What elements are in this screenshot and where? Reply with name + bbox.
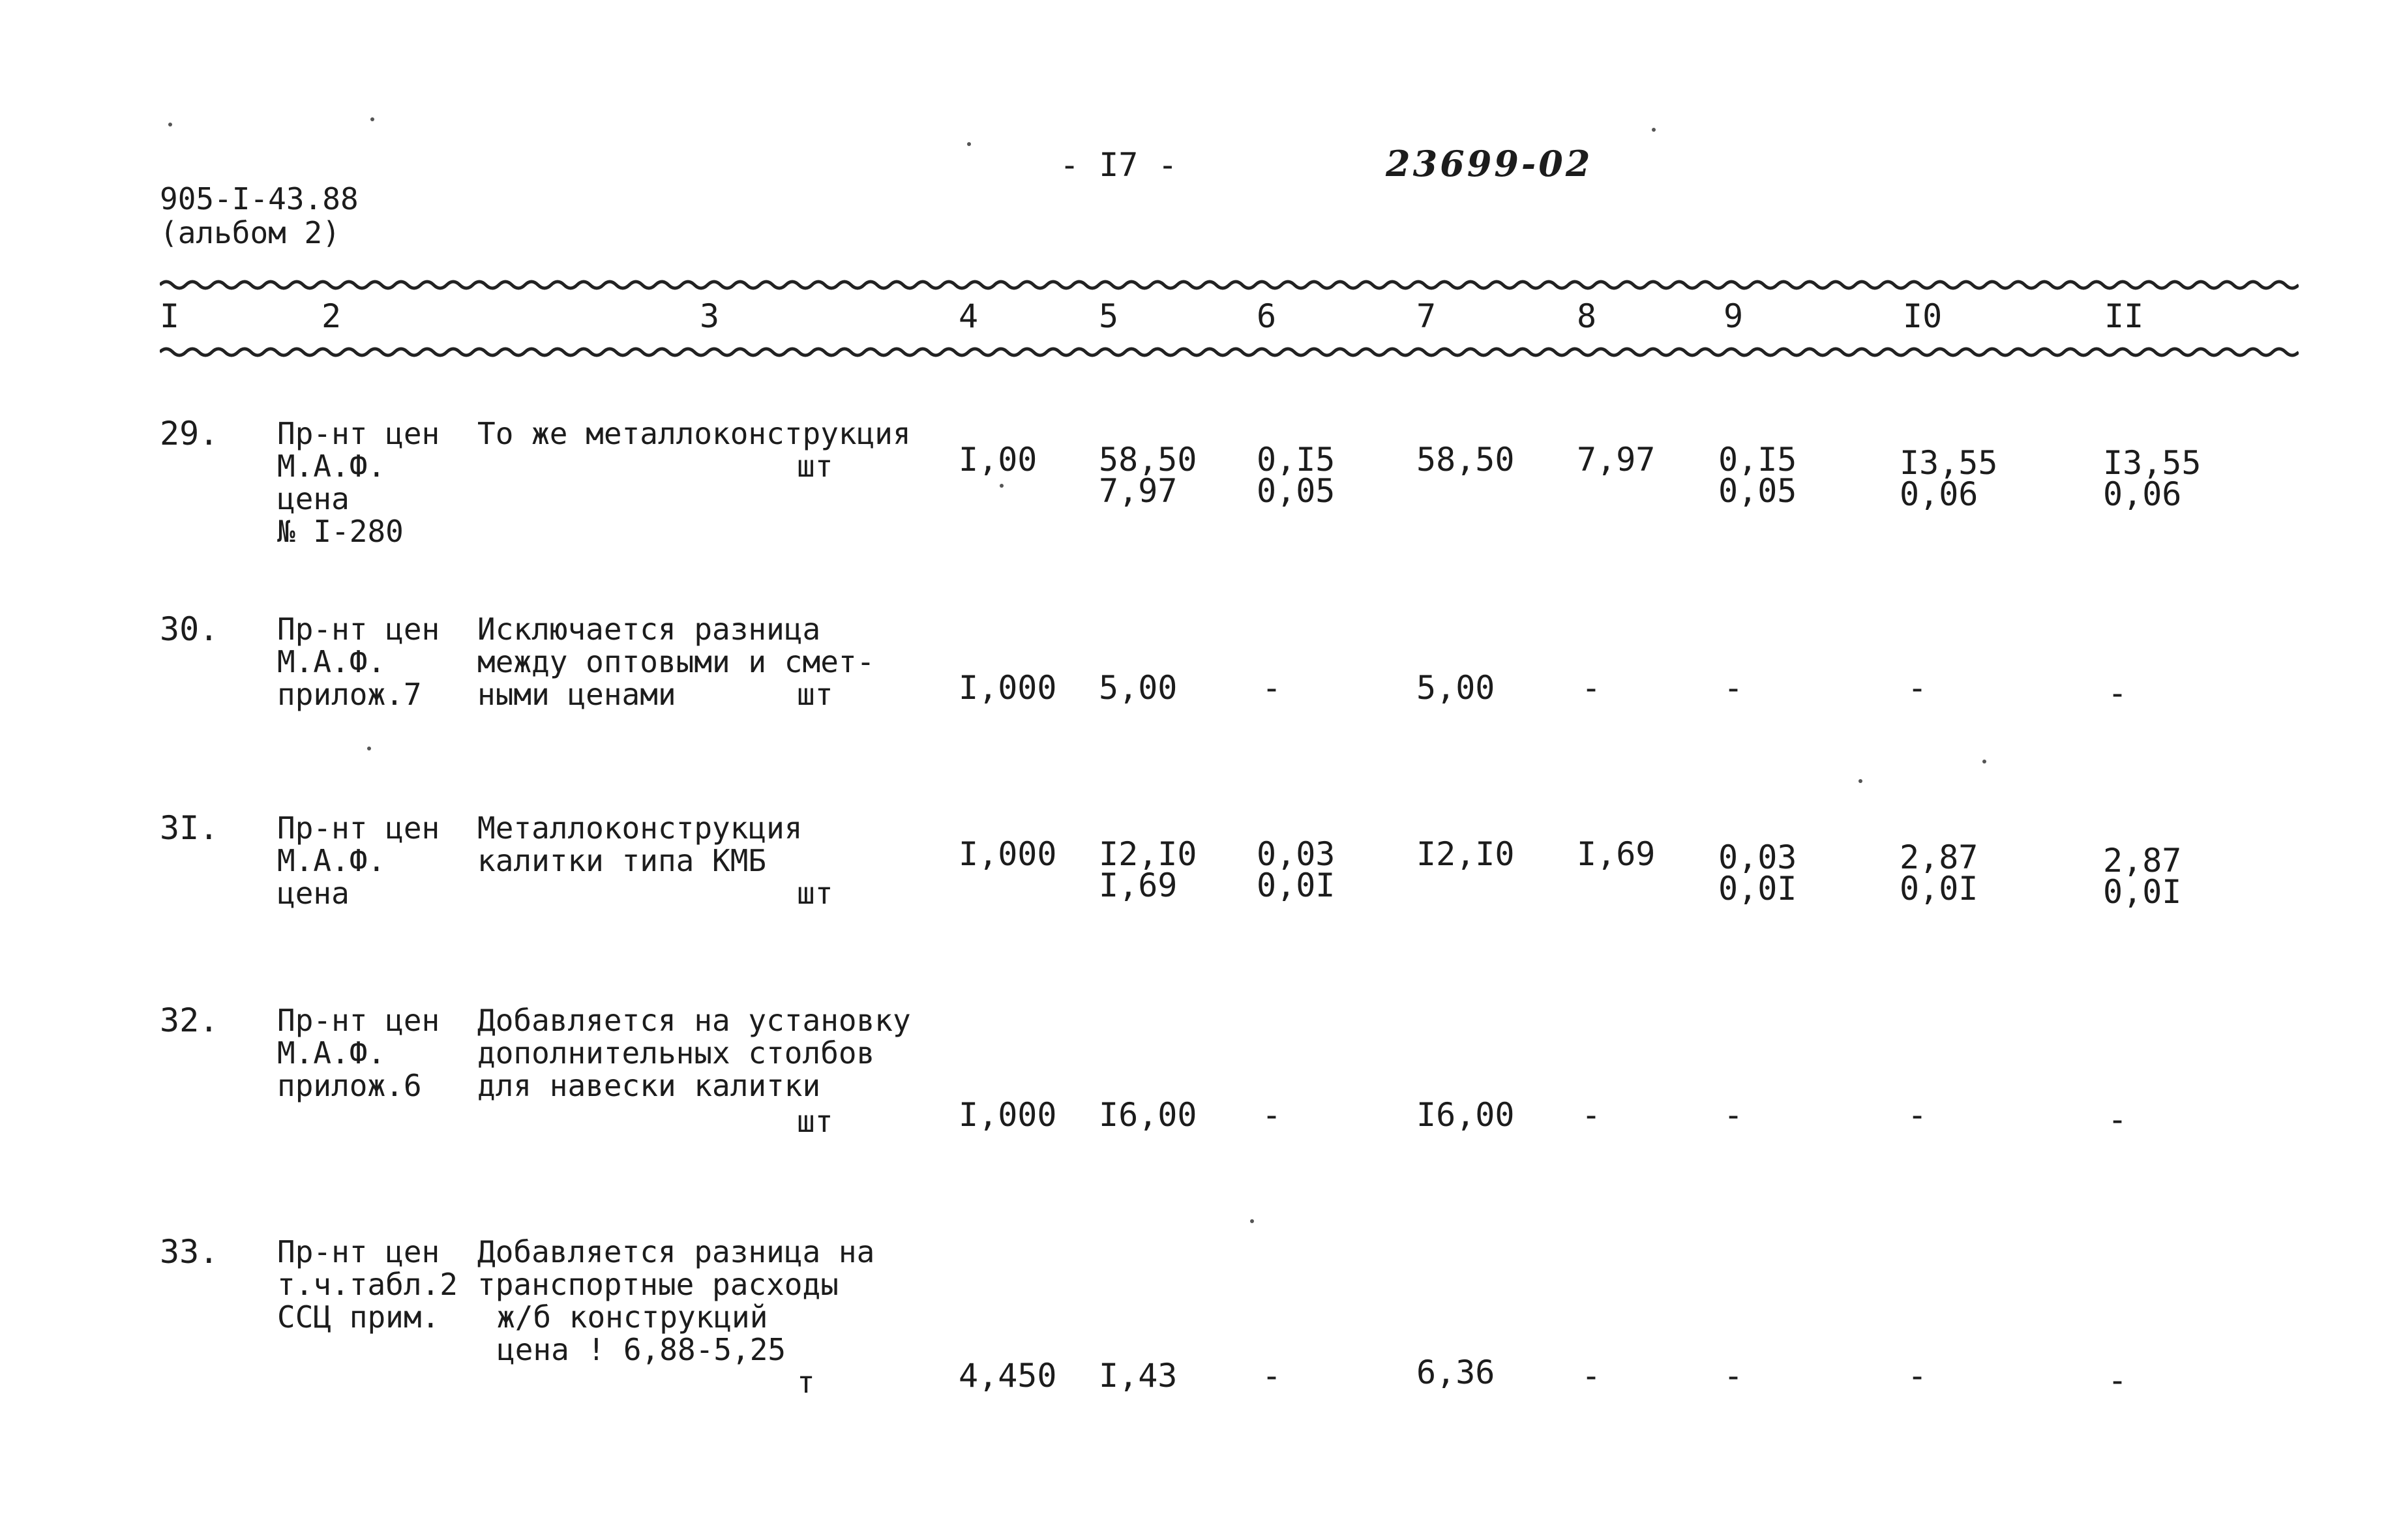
scan-speck	[168, 123, 172, 126]
col10-value: 0,06	[1900, 475, 1978, 513]
quantity: 4,450	[959, 1357, 1057, 1395]
source-line: прилож.7	[277, 677, 422, 712]
col-header-2: 2	[321, 297, 342, 335]
col6-value: 0,03	[1257, 835, 1336, 873]
quantity: I,000	[959, 835, 1057, 873]
col-header-8: 8	[1577, 297, 1597, 335]
source-line: ССЦ прим.	[277, 1299, 440, 1335]
col8-value: -	[1581, 1357, 1602, 1395]
col6-value: 0,05	[1257, 472, 1336, 510]
description-line: дополнительных столбов	[477, 1035, 875, 1071]
col9-value: 0,03	[1718, 838, 1797, 876]
col11-value: 0,06	[2103, 475, 2182, 513]
row-number: 33.	[160, 1233, 219, 1271]
col10-value: 2,87	[1900, 838, 1978, 876]
col6-value: -	[1262, 1096, 1282, 1134]
col10-value: -	[1907, 669, 1928, 707]
doc-code: 905-I-43.88	[160, 181, 359, 216]
source-line: М.А.Ф.	[277, 449, 386, 484]
col11-value: 0,0I	[2103, 873, 2182, 911]
source-line: М.А.Ф.	[277, 843, 386, 878]
description-line: ж/б конструкций	[497, 1299, 768, 1335]
row-number: 30.	[160, 610, 219, 648]
source-line: Пр-нт цен	[277, 416, 440, 451]
album-label: (альбом 2)	[160, 215, 340, 250]
unit: шт	[797, 876, 833, 911]
col8-value: -	[1581, 669, 1602, 707]
col11-value: -	[2108, 1101, 2128, 1138]
description-line: Добавляется разница на	[477, 1234, 875, 1269]
description-line: транспортные расходы	[477, 1267, 839, 1302]
source-line: № I-280	[277, 514, 404, 549]
col-header-10: I0	[1903, 297, 1943, 335]
col9-value: -	[1724, 1357, 1744, 1395]
col-header-9: 9	[1724, 297, 1744, 335]
col-header-5: 5	[1099, 297, 1119, 335]
quantity: I,000	[959, 669, 1057, 707]
col7-value: 6,36	[1416, 1354, 1495, 1391]
col11-value: -	[2108, 674, 2128, 712]
quantity: I,000	[959, 1096, 1057, 1134]
col6-value: 0,I5	[1257, 441, 1336, 479]
source-line: Пр-нт цен	[277, 810, 440, 846]
col7-value: 5,00	[1416, 669, 1495, 707]
description-line: ными ценами	[477, 677, 676, 712]
col5-value: 7,97	[1099, 472, 1178, 510]
unit: шт	[797, 449, 833, 484]
page-number: - I7 -	[1060, 146, 1178, 184]
description-line: Исключается разница	[477, 612, 821, 647]
col-header-3: 3	[700, 297, 720, 335]
source-line: т.ч.табл.2	[277, 1267, 458, 1302]
source-line: Пр-нт цен	[277, 612, 440, 647]
col9-value: 0,I5	[1718, 441, 1797, 479]
col8-value: 7,97	[1577, 441, 1656, 479]
col-header-7: 7	[1416, 297, 1437, 335]
scan-speck	[1858, 779, 1862, 783]
inventory-number: 23699-02	[1386, 143, 1593, 185]
unit: т	[797, 1365, 815, 1400]
quantity: I,00	[959, 441, 1037, 479]
col5-value: 58,50	[1099, 441, 1197, 479]
col7-value: 58,50	[1416, 441, 1515, 479]
col5-value: 5,00	[1099, 669, 1178, 707]
source-line: цена	[277, 876, 350, 911]
description-line: То же металлоконструкция	[477, 416, 911, 451]
col10-value: -	[1907, 1096, 1928, 1134]
description-line: Добавляется на установку	[477, 1003, 911, 1038]
col10-value: 0,0I	[1900, 870, 1978, 908]
col7-value: I2,I0	[1416, 835, 1515, 873]
col5-value: I,69	[1099, 866, 1178, 904]
source-line: М.А.Ф.	[277, 1035, 386, 1071]
row-number: 29.	[160, 415, 219, 452]
unit: шт	[797, 677, 833, 712]
col7-value: I6,00	[1416, 1096, 1515, 1134]
row-number: 3I.	[160, 809, 219, 847]
scan-speck	[1652, 128, 1656, 132]
col5-value: I6,00	[1099, 1096, 1197, 1134]
description-line: для навески калитки	[477, 1068, 821, 1103]
source-line: М.А.Ф.	[277, 644, 386, 679]
description-line: калитки типа КМБ	[477, 843, 767, 878]
scan-speck	[1000, 484, 1004, 488]
col-header-4: 4	[959, 297, 979, 335]
col10-value: I3,55	[1900, 444, 1998, 482]
source-line: цена	[277, 481, 350, 516]
description-line: цена ! 6,88-5,25	[497, 1332, 786, 1367]
unit: шт	[797, 1104, 833, 1139]
header-bottom-rule	[160, 344, 2299, 364]
col6-value: -	[1262, 1357, 1282, 1395]
header-top-rule	[160, 277, 2299, 297]
col9-value: 0,0I	[1718, 870, 1797, 908]
col11-value: -	[2108, 1361, 2128, 1399]
col9-value: -	[1724, 1096, 1744, 1134]
scan-speck	[967, 142, 971, 146]
scan-speck	[370, 117, 374, 121]
col8-value: I,69	[1577, 835, 1656, 873]
col6-value: -	[1262, 669, 1282, 707]
scan-speck	[1250, 1219, 1254, 1223]
scan-speck	[1982, 760, 1986, 763]
description-line: Металлоконструкция	[477, 810, 803, 846]
col8-value: -	[1581, 1096, 1602, 1134]
col5-value: I2,I0	[1099, 835, 1197, 873]
source-line: Пр-нт цен	[277, 1234, 440, 1269]
col-header-11: II	[2104, 297, 2144, 335]
col-header-1: I	[160, 297, 180, 335]
row-number: 32.	[160, 1001, 219, 1039]
col11-value: 2,87	[2103, 842, 2182, 880]
source-line: прилож.6	[277, 1068, 422, 1103]
col11-value: I3,55	[2103, 444, 2201, 482]
col5-value: I,43	[1099, 1357, 1178, 1395]
col6-value: 0,0I	[1257, 866, 1336, 904]
description-line: между оптовыми и смет-	[477, 644, 875, 679]
col-header-6: 6	[1257, 297, 1277, 335]
col9-value: -	[1724, 669, 1744, 707]
scan-speck	[367, 747, 371, 750]
col9-value: 0,05	[1718, 472, 1797, 510]
col10-value: -	[1907, 1357, 1928, 1395]
source-line: Пр-нт цен	[277, 1003, 440, 1038]
